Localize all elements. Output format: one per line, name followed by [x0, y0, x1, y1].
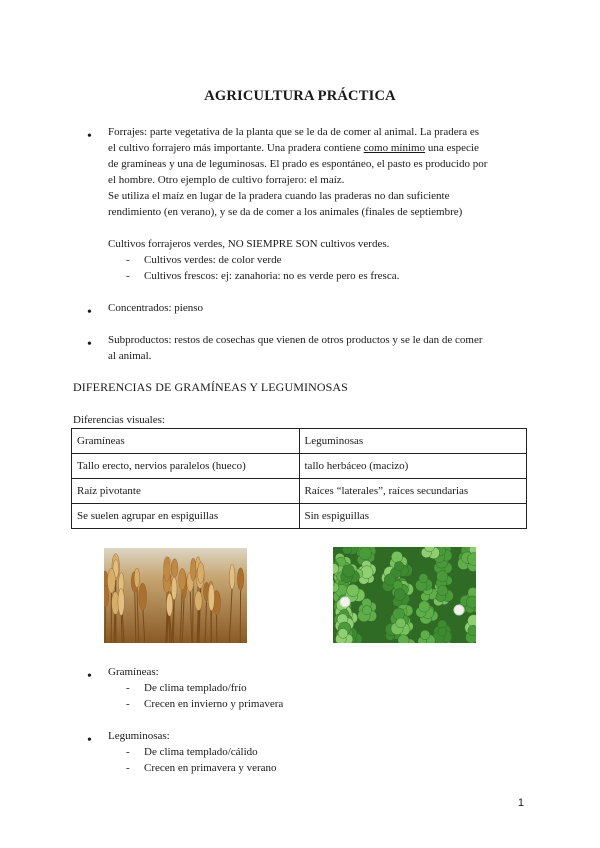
table-header-cell: Leguminosas	[299, 429, 527, 454]
sub-item: - Cultivos verdes: de color verde	[126, 254, 282, 266]
dash-icon: -	[126, 682, 130, 694]
table-cell: Sin espiguillas	[299, 504, 527, 529]
dash-icon: -	[126, 270, 130, 282]
text-line: Forrajes: parte vegetativa de la planta que se le da de comer al animal. La pradera es	[108, 126, 480, 138]
page-title: AGRICULTURA PRÁCTICA	[204, 88, 396, 104]
text-line: el cultivo forrajero más importante. Una pradera contiene como mínimo una especie	[108, 142, 479, 154]
bullet-icon: •	[87, 129, 92, 144]
forrajes-paragraph	[108, 124, 533, 220]
section-heading: DIFERENCIAS DE GRAMÍNEAS Y LEGUMINOSAS	[73, 380, 348, 394]
subproductos-paragraph	[108, 332, 533, 364]
bullet-icon: •	[87, 669, 92, 684]
text-line: Subproductos: restos de cosechas que vienen de otros productos y se le dan de comer	[108, 334, 483, 346]
table-row	[72, 454, 527, 479]
differences-table	[71, 428, 527, 529]
table-caption: Diferencias visuales:	[73, 414, 165, 426]
clover-image	[333, 547, 476, 643]
page-number: 1	[517, 797, 524, 809]
sub-item: - De clima templado/frío	[126, 682, 247, 694]
sub-item: - Crecen en invierno y primavera	[126, 698, 284, 710]
table-cell: Raíces “laterales”, raíces secundarias	[299, 479, 527, 504]
text-line: Se utiliza el maíz en lugar de la pradera cuando las praderas no dan suficiente	[108, 190, 450, 202]
table-row	[72, 504, 527, 529]
text-line: rendimiento (en verano), y se da de comer a los animales (finales de septiembre)	[108, 206, 463, 218]
table-cell: Tallo erecto, nervios paralelos (hueco)	[72, 454, 300, 479]
clover-photo	[333, 547, 476, 643]
dash-icon: -	[126, 254, 130, 266]
sub-item: - Cultivos frescos: ej: zanahoria: no es verde pero es fresca.	[126, 270, 400, 282]
underlined-text: como mínimo	[363, 142, 426, 154]
gramineas-label: Gramíneas:	[108, 666, 159, 678]
concentrados-text: Concentrados: pienso	[108, 302, 204, 314]
leguminosas-label: Leguminosas:	[108, 730, 170, 742]
text-line: de gramíneas y una de leguminosas. El prado es espontáneo, el pasto es producido por	[108, 158, 488, 170]
table-cell: Raíz pivotante	[72, 479, 300, 504]
bullet-icon: •	[87, 733, 92, 748]
bullet-icon: •	[87, 337, 92, 352]
table-row	[72, 479, 527, 504]
table-cell: tallo herbáceo (macizo)	[299, 454, 527, 479]
sub-item: - De clima templado/cálido	[126, 746, 258, 758]
table-header-row	[72, 429, 527, 454]
wheat-image	[104, 548, 247, 643]
wheat-photo	[104, 548, 247, 643]
dash-icon: -	[126, 746, 130, 758]
table-cell: Se suelen agrupar en espiguillas	[72, 504, 300, 529]
text-line: el hombre. Otro ejemplo de cultivo forrajero: el maíz.	[108, 174, 345, 186]
dash-icon: -	[126, 698, 130, 710]
bullet-icon: •	[87, 305, 92, 320]
sub-item: - Crecen en primavera y verano	[126, 762, 277, 774]
table-header-cell: Gramíneas	[72, 429, 300, 454]
verdes-intro: Cultivos forrajeros verdes, NO SIEMPRE SON cultivos verdes.	[108, 238, 390, 250]
text-line: al animal.	[108, 350, 152, 362]
dash-icon: -	[126, 762, 130, 774]
